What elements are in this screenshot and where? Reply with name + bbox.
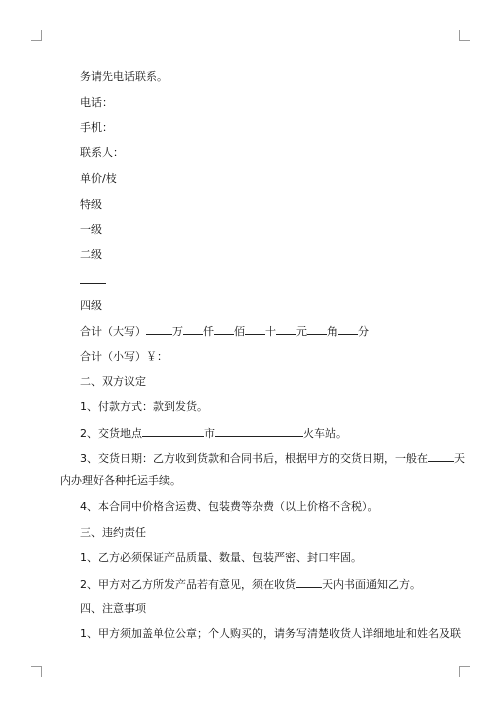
grade-first: 一级 [80, 223, 102, 236]
city-label: 市 [204, 427, 215, 440]
grade-second: 二级 [80, 248, 102, 261]
blank-field [338, 324, 358, 335]
blank-rule [80, 275, 106, 284]
crop-mark-top-left [31, 30, 42, 41]
delivery-date-text: 3、交货日期：乙方收到货款和合同书后，根据甲方的交货日期，一般在 [80, 452, 428, 465]
blank-field [428, 451, 454, 462]
objection-text-end: 天内书面通知乙方。 [322, 578, 421, 591]
blank-field [214, 324, 234, 335]
blank-rule-line [80, 274, 436, 288]
section-heading-4: 四、注意事项 [80, 602, 146, 615]
total-lowercase-label: 合计（小写）￥： [80, 350, 168, 363]
blank-field [183, 324, 203, 335]
clause-delivery-place [80, 426, 436, 441]
blank-field [215, 426, 303, 437]
delivery-place-label: 2、交货地点 [80, 427, 142, 440]
days-label: 天 [454, 452, 465, 465]
section-heading-2: 二、双方议定 [80, 375, 146, 388]
total-uppercase-label: 合计（大写） [80, 325, 146, 338]
unit-qian: 仟 [203, 325, 214, 338]
crop-mark-bottom-right [459, 666, 470, 677]
unit-price-label: 单价/枝 [80, 172, 117, 185]
blank-field [276, 324, 296, 335]
station-label: 火车站。 [303, 427, 347, 440]
crop-mark-bottom-left [31, 666, 42, 677]
unit-fen: 分 [358, 325, 369, 338]
contact-label: 联系人： [80, 146, 124, 159]
blank-field [296, 577, 322, 588]
unit-shi: 十 [265, 325, 276, 338]
text-line: 务请先电话联系。 [80, 70, 168, 83]
clause-seal: 1、甲方须加盖单位公章；个人购买的，请务写清楚收货人详细地址和姓名及联 [80, 627, 461, 640]
objection-text: 2、甲方对乙方所发产品若有意见，须在收货 [80, 578, 296, 591]
blank-field [307, 324, 327, 335]
unit-jiao: 角 [327, 325, 338, 338]
blank-field [146, 324, 172, 335]
grade-special: 特级 [80, 198, 102, 211]
blank-field [142, 426, 204, 437]
delivery-date-cont: 内办理好各种托运手续。 [60, 474, 181, 487]
total-uppercase-line [80, 324, 436, 339]
clause-quality: 1、乙方必须保证产品质量、数量、包装严密、封口牢固。 [80, 551, 362, 564]
crop-mark-top-right [459, 30, 470, 41]
unit-yuan: 元 [296, 325, 307, 338]
unit-bai: 佰 [234, 325, 245, 338]
blank-field [245, 324, 265, 335]
clause-payment: 1、付款方式：款到发货。 [80, 400, 208, 413]
unit-wan: 万 [172, 325, 183, 338]
mobile-label: 手机： [80, 121, 113, 134]
clause-delivery-date [80, 451, 465, 466]
clause-price: 4、本合同中价格含运费、包装费等杂费（以上价格不含税）。 [80, 500, 379, 513]
phone-label: 电话： [80, 96, 113, 109]
section-heading-3: 三、违约责任 [80, 526, 146, 539]
grade-fourth: 四级 [80, 299, 102, 312]
clause-objection [80, 577, 436, 592]
